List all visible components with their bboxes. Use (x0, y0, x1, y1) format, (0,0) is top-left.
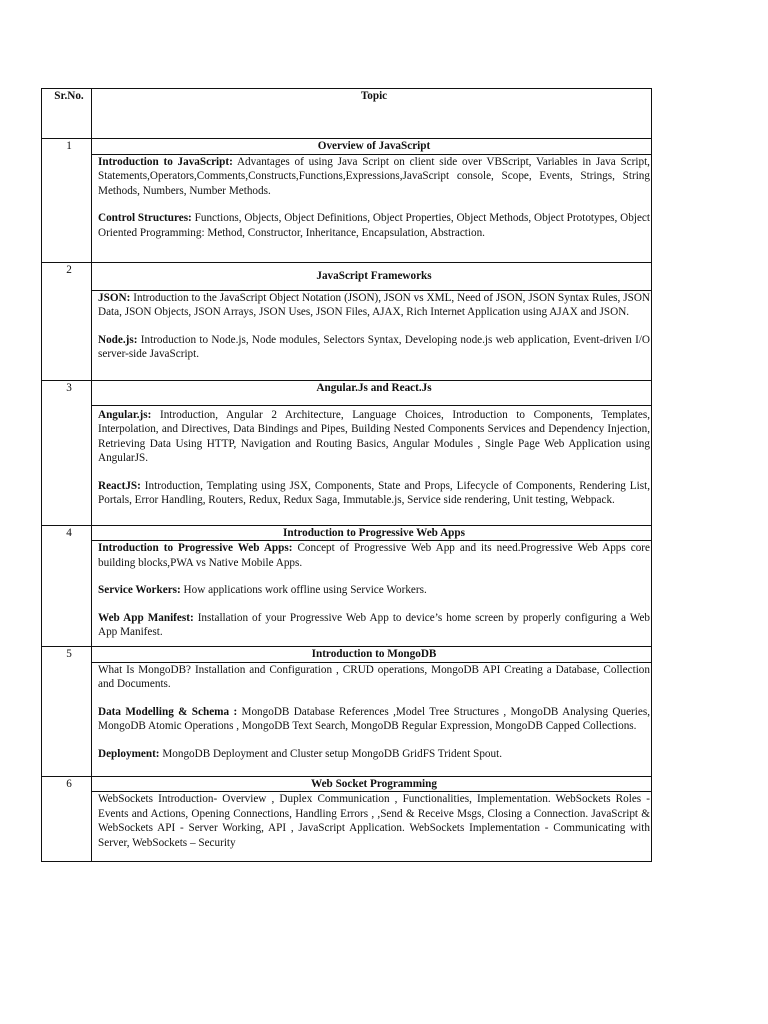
topic-paragraph (98, 663, 650, 692)
subtopic-heading: Data Modelling & Schema : (98, 705, 238, 718)
subtopic-heading: ReactJS: (98, 479, 141, 492)
section-number: 5 (42, 647, 92, 777)
topic-paragraph (98, 541, 650, 570)
section-content (92, 405, 652, 525)
section-content-row (42, 662, 652, 776)
subtopic-heading: Service Workers: (98, 584, 181, 596)
topic-paragraph (98, 705, 650, 734)
subtopic-text: Introduction to Node.js, Node modules, Selectors Syntax, Developing node.js web application, Event-driven I/O server-side JavaScript. (98, 333, 650, 360)
subtopic-text: WebSockets Introduction- Overview , Duplex Communication , Functionalities, Implementation. WebSockets Roles - Events and Actions, Opening Connections, Handling Errors , ,Send & Receive Msgs, Closing a Connection. JavaScript & WebSockets API - Server Working, API , JavaScript Application. WebSockets Implementation - Communicating with Server, WebSockets – Security (98, 793, 650, 849)
section-number: 6 (42, 776, 92, 862)
topic-paragraph (98, 479, 650, 508)
subtopic-heading: Web App Manifest: (98, 611, 194, 624)
subtopic-text: Functions, Objects, Object Definitions, Object Properties, Object Methods, Object Prototypes, Object Oriented Programming: Method, Constructor, Inheritance, Encapsulation, Abstraction. (98, 212, 650, 239)
section-title: Angular.Js and React.Js (92, 380, 652, 405)
section-number: 2 (42, 262, 92, 380)
subtopic-text: Advantages of using Java Script on client side over VBScript, Variables in Java Script, Statements,Operators,Comments,Constructs,Functions,Expressions,JavaScript console, Scope, Events, Strings, String Methods, Numbers, Number Methods. (98, 155, 650, 197)
subtopic-text: How applications work offline using Service Workers. (180, 584, 427, 596)
topic-paragraph (98, 155, 650, 199)
topic-paragraph (98, 583, 650, 598)
topic-paragraph (98, 408, 650, 466)
topic-paragraph (98, 333, 650, 362)
subtopic-text: Introduction, Templating using JSX, Components, State and Props, Lifecycle of Components, Rendering List, Portals, Error Handling, Routers, Redux, Redux Saga, Immutable.js, Service side rendering, Unit testing, Webpack. (98, 479, 650, 506)
section-title-row (42, 139, 652, 155)
subtopic-heading: Introduction to JavaScript: (98, 155, 233, 168)
section-number: 1 (42, 139, 92, 263)
section-content (92, 662, 652, 776)
subtopic-text: Concept of Progressive Web App and its need.Progressive Web Apps core building blocks,PWA vs Native Mobile Apps. (98, 542, 650, 569)
section-number: 3 (42, 380, 92, 525)
section-title: Introduction to Progressive Web Apps (92, 525, 652, 541)
section-title-row (42, 776, 652, 792)
header-srno: Sr.No. (42, 89, 92, 139)
syllabus-table (41, 88, 652, 862)
section-title: JavaScript Frameworks (92, 262, 652, 290)
topic-paragraph (98, 747, 650, 762)
topic-paragraph (98, 611, 650, 640)
section-title-row (42, 262, 652, 290)
topic-paragraph (98, 291, 650, 320)
subtopic-text: Installation of your Progressive Web App to device’s home screen by properly configuring a Web App Manifest. (98, 611, 650, 638)
section-content-row (42, 290, 652, 380)
subtopic-heading: JSON: (98, 291, 131, 304)
section-title: Introduction to MongoDB (92, 647, 652, 663)
subtopic-heading: Node.js: (98, 333, 138, 346)
section-content (92, 154, 652, 262)
subtopic-text: MongoDB Deployment and Cluster setup MongoDB GridFS Trident Spout. (159, 747, 503, 760)
header-topic: Topic (92, 89, 652, 139)
subtopic-text: Introduction, Angular 2 Architecture, Language Choices, Introduction to Components, Templates, Interpolation, and Directives, Data Bindings and Pipes, Building Nested Components Services and Dependency Injection, Retrieving Data Using HTTP, Navigation and Routing Basics, Angular Modules , Single Page Web Application using AngularJS. (98, 408, 650, 464)
section-title: Web Socket Programming (92, 776, 652, 792)
section-title-row (42, 380, 652, 405)
section-content (92, 792, 652, 862)
section-title-row (42, 647, 652, 663)
section-content-row (42, 792, 652, 862)
subtopic-heading: Deployment: (98, 747, 160, 760)
subtopic-heading: Introduction to Progressive Web Apps: (98, 542, 293, 554)
subtopic-heading: Control Structures: (98, 212, 192, 224)
subtopic-heading: Angular.js: (98, 408, 152, 421)
section-content-row (42, 541, 652, 647)
section-content (92, 541, 652, 647)
topic-paragraph (98, 792, 650, 850)
section-title-row (42, 525, 652, 541)
section-content-row (42, 154, 652, 262)
section-content-row (42, 405, 652, 525)
subtopic-text: What Is MongoDB? Installation and Configuration , CRUD operations, MongoDB API Creating a Database, Collection and Documents. (98, 663, 650, 690)
topic-paragraph (98, 211, 650, 240)
section-content (92, 290, 652, 380)
section-title: Overview of JavaScript (92, 139, 652, 155)
subtopic-text: MongoDB Database References ,Model Tree Structures , MongoDB Analysing Queries, MongoDB Atomic Operations , MongoDB Text Search, MongoDB Regular Expression, MongoDB Capped Collections. (98, 705, 650, 732)
section-number: 4 (42, 525, 92, 647)
header-row (42, 89, 652, 139)
subtopic-text: Introduction to the JavaScript Object Notation (JSON), JSON vs XML, Need of JSON, JSON Syntax Rules, JSON Data, JSON Objects, JSON Arrays, JSON Uses, JSON Files, AJAX, Rich Internet Application using AJAX and JSON. (98, 291, 650, 318)
